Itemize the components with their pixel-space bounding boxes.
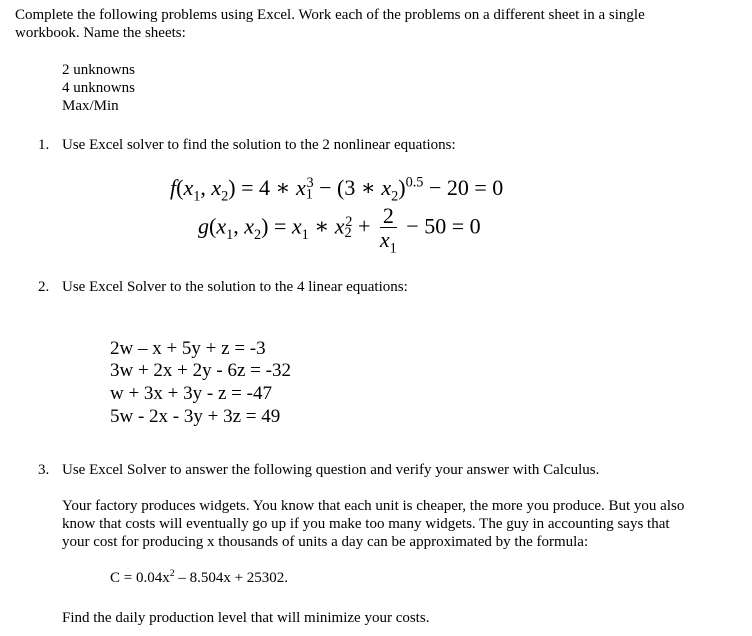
problem-1 xyxy=(38,136,456,154)
problem-2-number: 2. xyxy=(38,279,50,295)
linear-equation-1: 2w – x + 5y + z = -3 xyxy=(110,338,266,359)
cost-formula-rhs: – 8.504x + 25302. xyxy=(174,570,289,586)
problem-1-number: 1. xyxy=(38,137,50,153)
problem-3-paragraph-line-3: your cost for producing x thousands of units a day can be approximated by the formula: xyxy=(62,534,589,550)
problem-3-paragraph-line-2: know that costs will eventually go up if you make too many widgets. The guy in accounting says that xyxy=(62,516,670,532)
problem-1-text: Use Excel solver to find the solution to the 2 nonlinear equations: xyxy=(62,137,456,153)
linear-equation-2: 3w + 2x + 2y - 6z = -32 xyxy=(110,360,291,381)
sheet-name-1: 2 unknowns xyxy=(62,62,135,78)
intro-line-1: Complete the following problems using Excel. Work each of the problems on a different sheet in a single xyxy=(15,7,645,23)
problem-2-text: Use Excel Solver to the solution to the 4 linear equations: xyxy=(62,279,408,295)
cost-formula xyxy=(110,569,288,587)
cost-formula-exponent: 2 xyxy=(169,568,175,579)
problem-3-text: Use Excel Solver to answer the following question and verify your answer with Calculus. xyxy=(62,462,600,478)
problem-3-number: 3. xyxy=(38,462,50,478)
sheet-name-3: Max/Min xyxy=(62,98,119,114)
equation-g: $g(x_1$, $x_2) = x_1$ ∗ $x_2^2$ + $\frac{2}{x_1}$ − 50 = 0 xyxy=(198,203,481,257)
linear-equation-4: 5w - 2x - 3y + 3z = 49 xyxy=(110,406,281,427)
problem-3-final: Find the daily production level that will minimize your costs. xyxy=(62,610,430,626)
sheet-name-2: 4 unknowns xyxy=(62,80,135,96)
linear-equation-3: w + 3x + 3y - z = -47 xyxy=(110,383,272,404)
problem-3-paragraph-line-1: Your factory produces widgets. You know that each unit is cheaper, the more you produce. But you also xyxy=(62,498,685,514)
equation-f: $f(x_1$, $x_2) = 4$ ∗ $x_1^3 - (3$ ∗ $x_2)^{0.5} - 20 = 0$ xyxy=(170,174,504,205)
cost-formula-lhs: C = 0.04x xyxy=(110,570,170,586)
problem-3 xyxy=(38,461,599,479)
problem-2 xyxy=(38,278,408,296)
intro-line-2: workbook. Name the sheets: xyxy=(15,25,186,41)
